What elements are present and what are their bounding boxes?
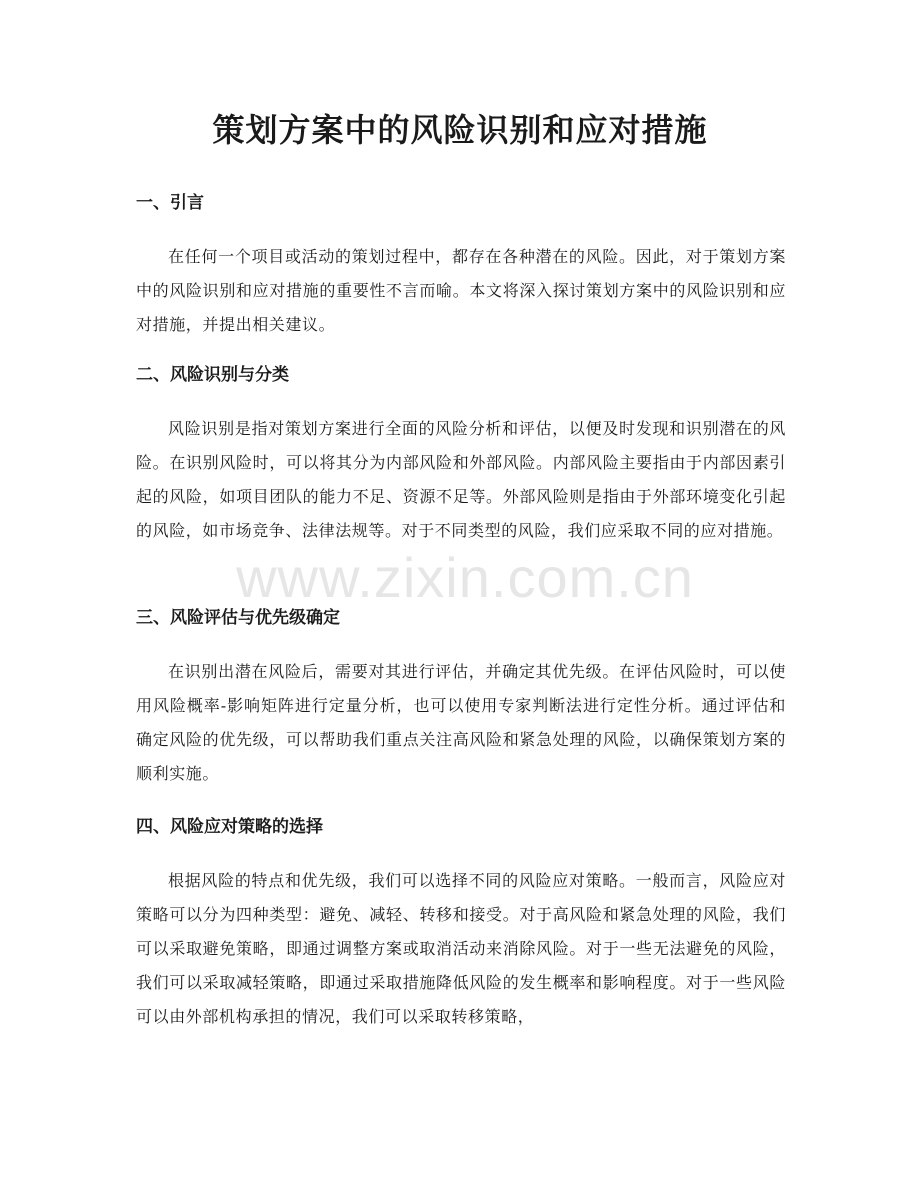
section-risk-identification: [136, 362, 786, 548]
section-heading: 二、风险识别与分类: [136, 365, 289, 385]
section-introduction: [136, 190, 786, 342]
section-paragraph: 在任何一个项目或活动的策划过程中，都存在各种潜在的风险。因此，对于策划方案中的风险识别和应对措施的重要性不言而喻。本文将深入探讨策划方案中的风险识别和应对措施，并提出相关建议。: [136, 247, 786, 334]
section-heading: 三、风险评估与优先级确定: [136, 608, 340, 628]
section-paragraph: 风险识别是指对策划方案进行全面的风险分析和评估，以便及时发现和识别潜在的风险。在识别风险时，可以将其分为内部风险和外部风险。内部风险主要指由于内部因素引起的风险，如项目团队的能力不足、资源不足等。外部风险则是指由于外部环境变化引起的风险，如市场竞争、法律法规等。对于不同类型的风险，我们应采取不同的应对措施。: [136, 419, 786, 540]
section-response-strategy: [136, 814, 786, 1034]
section-paragraph: 在识别出潜在风险后，需要对其进行评估，并确定其优先级。在评估风险时，可以使用风险概率-影响矩阵进行定量分析，也可以使用专家判断法进行定性分析。通过评估和确定风险的优先级，可以帮助我们重点关注高风险和紧急处理的风险，以确保策划方案的顺利实施。: [136, 662, 786, 783]
section-heading: 一、引言: [136, 193, 204, 213]
section-paragraph: 根据风险的特点和优先级，我们可以选择不同的风险应对策略。一般而言，风险应对策略可以分为四种类型：避免、减轻、转移和接受。对于高风险和紧急处理的风险，我们可以采取避免策略，即通过调整方案或取消活动来消除风险。对于一些无法避免的风险，我们可以采取减轻策略，即通过采取措施降低风险的发生概率和影响程度。对于一些风险可以由外部机构承担的情况，我们可以采取转移策略，: [136, 871, 786, 1026]
document-title: 策划方案中的风险识别和应对措施: [212, 111, 708, 149]
watermark: www.zixin.com.cn: [236, 546, 694, 609]
section-heading: 四、风险应对策略的选择: [136, 817, 323, 837]
section-risk-assessment: [136, 605, 786, 791]
